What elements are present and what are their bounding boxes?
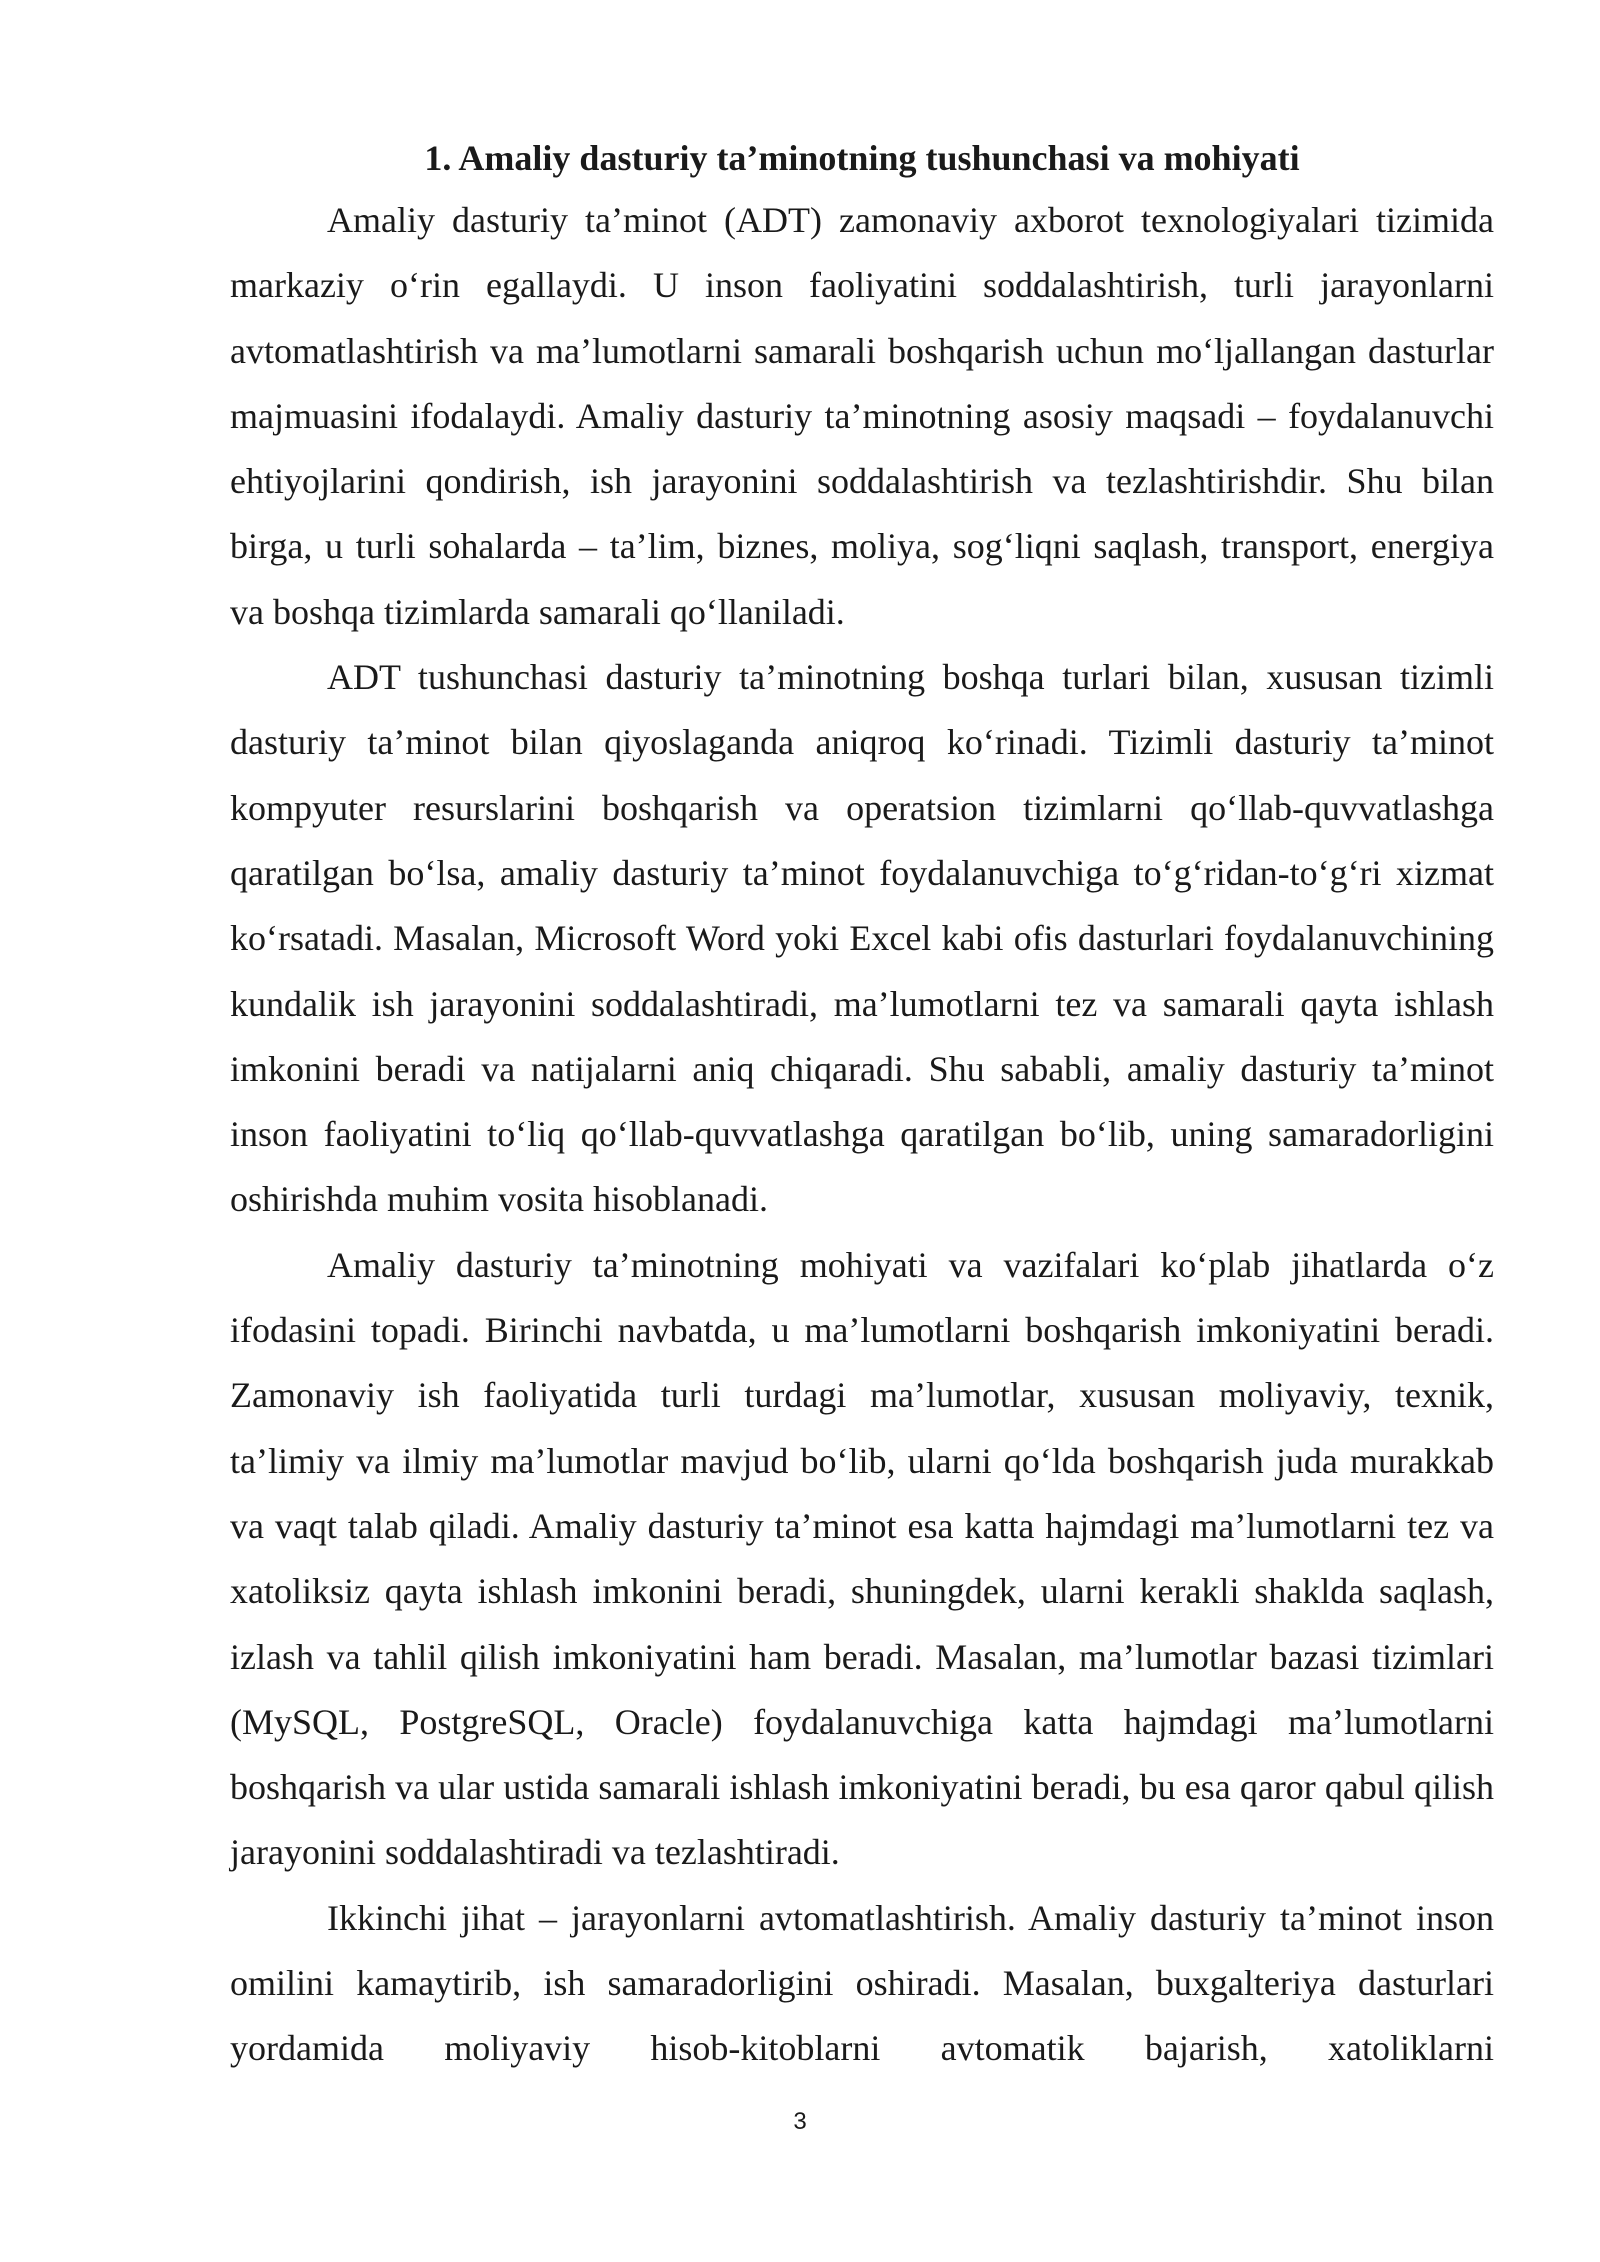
paragraph-intro: Amaliy dasturiy ta’minot (ADT) zamonaviy axborot texnologiyalari tizimida markaziy o‘rin egallaydi. U inson faoliyatini soddalashtirish, turli jarayonlarni avtomatlashtirish va ma’lumotlarni samarali boshqarish uchun mo‘ljallangan dasturlar majmuasini ifodalaydi. Amaliy dasturiy ta’minotning asosiy maqsadi – foydalanuvchi ehtiyojlarini qondirish, ish jarayonini soddalashtirish va tezlashtirishdir. Shu bilan birga, u turli sohalarda – ta’lim, biznes, moliya, sog‘liqni saqlash, transport, energiya va boshqa tizimlarda samarali qo‘llaniladi. (230, 200, 1494, 632)
section-heading: 1. Amaliy dasturiy ta’minotning tushunchasi va mohiyati (424, 138, 1300, 178)
paragraph-adt-concept: ADT tushunchasi dasturiy ta’minotning boshqa turlari bilan, xususan tizimli dasturiy ta’minot bilan qiyoslaganda aniqroq ko‘rinadi. Tizimli dasturiy ta’minot kompyuter resurslarini boshqarish va operatsion tizimlarni qo‘llab-quvvatlashga qaratilgan bo‘lsa, amaliy dasturiy ta’minot foydalanuvchiga to‘g‘ridan-to‘g‘ri xizmat ko‘rsatadi. Masalan, Microsoft Word yoki Excel kabi ofis dasturlari foydalanuvchining kundalik ish jarayonini soddalashtiradi, ma’lumotlarni tez va samarali qayta ishlash imkonini beradi va natijalarni aniq chiqaradi. Shu sababli, amaliy dasturiy ta’minot inson faoliyatini to‘liq qo‘llab-quvvatlashga qaratilgan bo‘lib, uning samaradorligini oshirishda muhim vosita hisoblanadi. (230, 657, 1494, 1220)
page-number: 3 (793, 2108, 807, 2135)
paragraph-essence: Amaliy dasturiy ta’minotning mohiyati va vazifalari ko‘plab jihatlarda o‘z ifodasini topadi. Birinchi navbatda, u ma’lumotlarni boshqarish imkoniyatini beradi. Zamonaviy ish faoliyatida turli turdagi ma’lumotlar, xususan moliyaviy, texnik, ta’limiy va ilmiy ma’lumotlar mavjud bo‘lib, ularni qo‘lda boshqarish juda murakkab va vaqt talab qiladi. Amaliy dasturiy ta’minot esa katta hajmdagi ma’lumotlarni tez va xatoliksiz qayta ishlash imkonini beradi, shuningdek, ularni kerakli shaklda saqlash, izlash va tahlil qilish imkoniyatini ham beradi. Masalan, ma’lumotlar bazasi tizimlari (MySQL, PostgreSQL, Oracle) foydalanuvchiga katta hajmdagi ma’lumotlarni boshqarish va ular ustida samarali ishlash imkoniyatini beradi, bu esa qaror qabul qilish jarayonini soddalashtiradi va tezlashtiradi. (230, 1244, 1494, 1873)
document-page (230, 128, 1494, 2082)
paragraph-automation: Ikkinchi jihat – jarayonlarni avtomatlashtirish. Amaliy dasturiy ta’minot inson omilini kamaytirib, ish samaradorligini oshiradi. Masalan, buxgalteriya dasturlari yordamida moliyaviy hisob-kitoblarni avtomatik bajarish, xatoliklarni (230, 1897, 1494, 2069)
